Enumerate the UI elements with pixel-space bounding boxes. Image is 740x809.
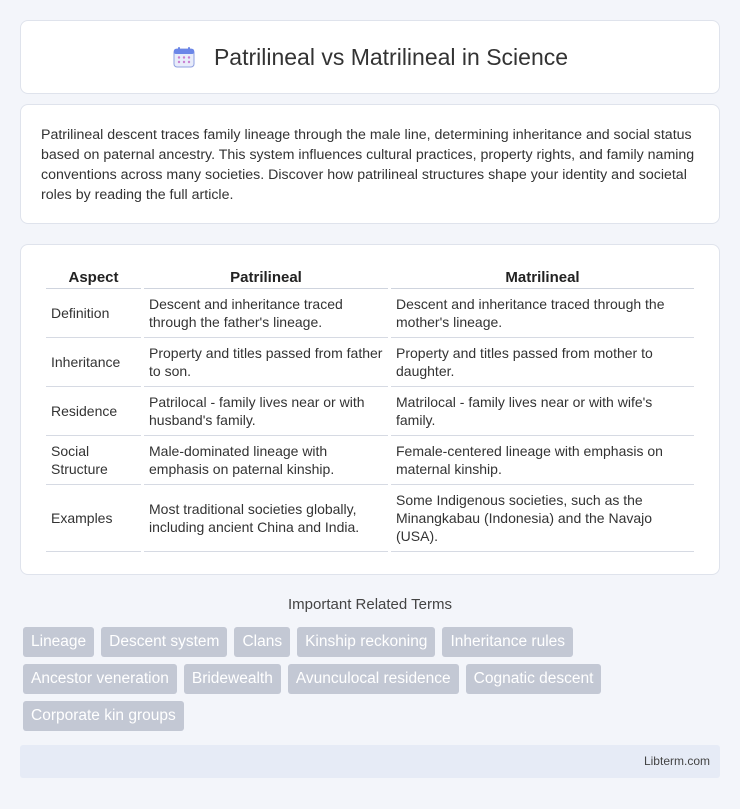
related-term-tag[interactable]: Descent system [101,627,227,657]
title-card [20,20,720,94]
table-cell-aspect: Examples [46,485,141,552]
related-term-tag[interactable]: Corporate kin groups [23,701,184,731]
related-term-tag[interactable]: Kinship reckoning [297,627,435,657]
table-cell-patrilineal: Most traditional societies globally, including ancient China and India. [144,485,388,552]
table-cell-matrilineal: Matrilocal - family lives near or with wife's family. [391,387,694,436]
related-term-tag[interactable]: Ancestor veneration [23,664,177,694]
comparison-table [43,263,697,552]
related-terms-list [23,627,623,731]
footer [20,745,720,778]
table-cell-matrilineal: Property and titles passed from mother to daughter. [391,338,694,387]
related-term-tag[interactable]: Avunculocal residence [288,664,459,694]
table-cell-patrilineal: Property and titles passed from father to son. [144,338,388,387]
column-header-aspect: Aspect [46,263,141,289]
table-row [46,436,694,485]
table-cell-patrilineal: Male-dominated lineage with emphasis on paternal kinship. [144,436,388,485]
column-header-matrilineal: Matrilineal [391,263,694,289]
calendar-icon [172,45,196,69]
table-cell-aspect: Residence [46,387,141,436]
related-term-tag[interactable]: Lineage [23,627,94,657]
table-row [46,387,694,436]
comparison-table-card [20,244,720,575]
column-header-patrilineal: Patrilineal [144,263,388,289]
table-cell-aspect: Social Structure [46,436,141,485]
table-row [46,289,694,338]
footer-site-link[interactable]: Libterm.com [643,754,710,768]
table-cell-aspect: Inheritance [46,338,141,387]
table-cell-matrilineal: Descent and inheritance traced through the mother's lineage. [391,289,694,338]
intro-card [20,104,720,224]
intro-text: Patrilineal descent traces family lineage through the male line, determining inheritance and social status based on paternal ancestry. This system influences cultural practices, property rights, and family naming conventions across many societies. Discover how patrilineal structures shape your identity and societal roles by reading the full article. [41,127,695,203]
related-term-tag[interactable]: Cognatic descent [466,664,602,694]
table-cell-patrilineal: Patrilocal - family lives near or with husband's family. [144,387,388,436]
table-cell-matrilineal: Some Indigenous societies, such as the Minangkabau (Indonesia) and the Navajo (USA). [391,485,694,552]
table-cell-aspect: Definition [46,289,141,338]
table-cell-matrilineal: Female-centered lineage with emphasis on maternal kinship. [391,436,694,485]
related-term-tag[interactable]: Clans [234,627,290,657]
page-title: Patrilineal vs Matrilineal in Science [213,43,569,70]
related-term-tag[interactable]: Bridewealth [184,664,281,694]
table-row [46,338,694,387]
related-terms-heading: Important Related Terms [288,596,452,613]
table-row [46,485,694,552]
related-term-tag[interactable]: Inheritance rules [442,627,573,657]
table-cell-patrilineal: Descent and inheritance traced through the father's lineage. [144,289,388,338]
table-header-row [46,263,694,289]
